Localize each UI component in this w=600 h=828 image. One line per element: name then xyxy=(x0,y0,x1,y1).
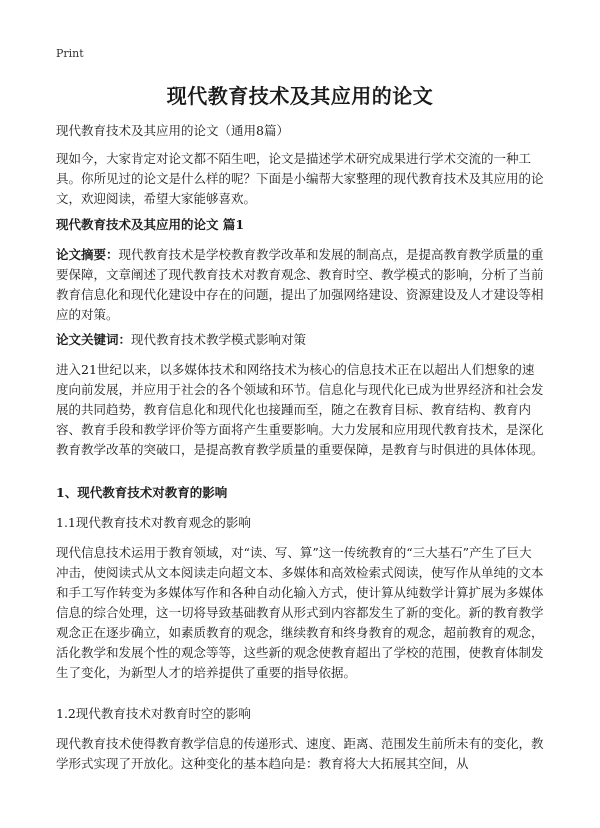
intro-body-paragraph: 进入21世纪以来，以多媒体技术和网络技术为核心的信息技术正在以超出人们想象的速度向前发展，并应用于社会的各个领域和环节。信息化与现代化已成为世界经济和社会发展的共同趋势，教育信息化和现代化也接踵而至，随之在教育目标、教育结构、教育内容、教育手段和教学评价等方面将产生重要影响。大力发展和应用现代教育技术，是深化教育教学改革的突破口，是提高教育教学质量的重要保障，是教育与时俱进的具体体现。 xyxy=(56,362,544,457)
keywords-label: 论文关键词： xyxy=(56,332,132,347)
subtitle: 现代教育技术及其应用的论文（通用8篇） xyxy=(56,123,289,138)
keywords-paragraph xyxy=(56,330,544,350)
section-heading: 现代教育技术及其应用的论文 篇1 xyxy=(56,217,245,232)
heading-1-1: 1.1现代教育技术对教育观念的影响 xyxy=(56,515,251,530)
page-title: 现代教育技术及其应用的论文 xyxy=(166,84,434,108)
intro-paragraph: 现如今，大家肯定对论文都不陌生吧，论文是描述学术研究成果进行学术交流的一种工具。你所见过的论文是什么样的呢？下面是小编帮大家整理的现代教育技术及其应用的论文，欢迎阅读，希望大家能够喜欢。 xyxy=(56,151,544,206)
keywords-text: 现代教育技术教学模式影响对策 xyxy=(131,332,307,347)
abstract-label: 论文摘要： xyxy=(56,247,119,262)
paragraph-1-2: 现代教育技术使得教育教学信息的传递形式、速度、距离、范围发生前所未有的变化，教学形式实现了开放化。这种变化的基本趋向是：教育将大大拓展其空间，从 xyxy=(56,736,544,771)
heading-1: 1、现代教育技术对教育的影响 xyxy=(56,485,228,500)
abstract-text: 现代教育技术是学校教育教学改革和发展的制高点，是提高教育教学质量的重要保障，文章阐述了现代教育技术对教育观念、教育时空、教学模式的影响，分析了当前教育信息化和现代化建设中存在的问题，提出了加强网络建设、资源建设及人才建设等相应的对策。 xyxy=(56,247,544,322)
paragraph-1-1: 现代信息技术运用于教育领域，对“读、写、算”这一传统教育的“三大基石”产生了巨大冲击，使阅读式从文本阅读走向超文本、多媒体和高效检索式阅读，使写作从单纯的文本和手工写作转变为多媒体写作和各种自动化输入方式，使计算从纯数学计算扩展为多媒体信息的综合处理，这一切将导致基础教育从形式到内容都发生了新的变化。新的教育教学观念正在逐步确立，如素质教育的观念，继续教育和终身教育的观念，超前教育的观念，活化教学和发展个性的观念等等，这些新的观念使教育超出了学校的范围，使教育体制发生了变化，为新型人才的培养提供了重要的指导依据。 xyxy=(56,545,544,680)
abstract-paragraph xyxy=(56,245,544,325)
print-link[interactable]: Print xyxy=(56,47,84,60)
heading-1-2: 1.2现代教育技术对教育时空的影响 xyxy=(56,706,251,721)
